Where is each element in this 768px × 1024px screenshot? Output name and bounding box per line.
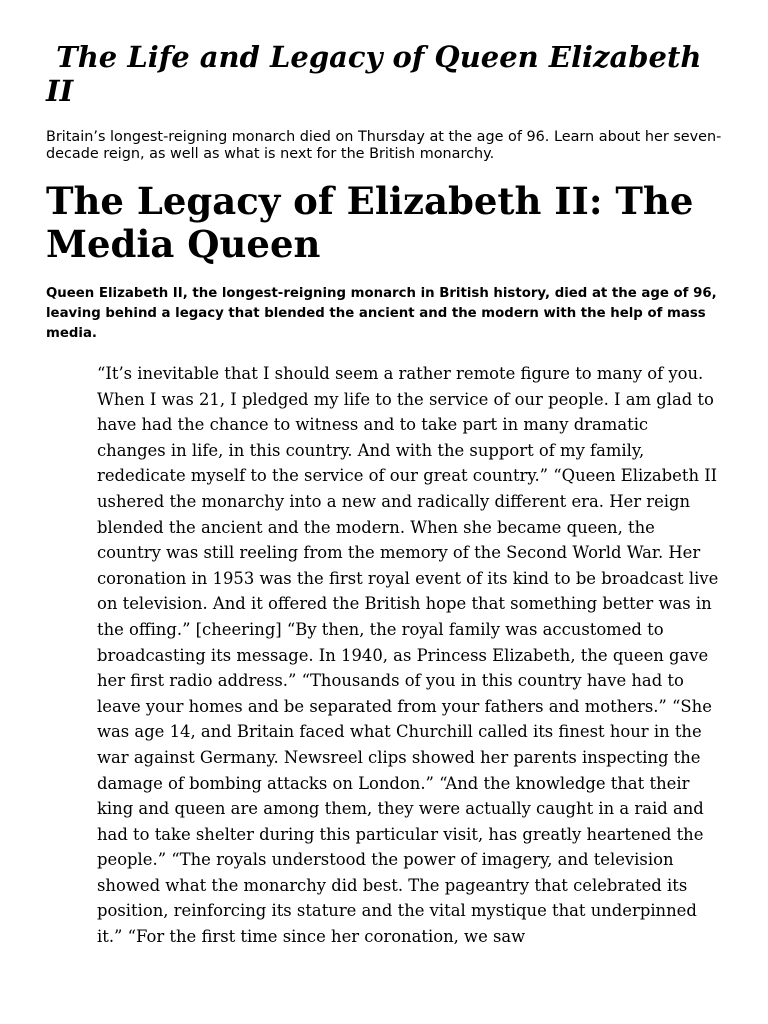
document-subtitle: Britain’s longest-reigning monarch died on Thursday at the age of 96. Learn about her seven-decade reign, as well as what is next for the British monarchy. bbox=[46, 129, 722, 162]
quote-block: “It’s inevitable that I should seem a rather remote figure to many of you. When I was 21, I pledged my life to the service of our people. I am glad to have had the chance to witness and to take part in many dramatic changes in life, in this country. And with the support of my family, rededicate myself to the service of our great country.” “Queen Elizabeth II ushered the monarchy into a new and radically different era. Her reign blended the ancient and the modern. When she became queen, the country was still reeling from the memory of the Second World War. Her coronation in 1953 was the first royal event of its kind to be broadcast live on television. And it offered the British hope that something better was in the offing.” [cheering] “By then, the royal family was accustomed to broadcasting its message. In 1940, as Princess Elizabeth, the queen gave her first radio address.” “Thousands of you in this country have had to leave your homes and be separated from your fathers and mothers.” “She was age 14, and Britain faced what Churchill called its finest hour in the war against Germany. Newsreel clips showed her parents inspecting the damage of bombing attacks on London.” “And the knowledge that their king and queen are among them, they were actually caught in a raid and had to take shelter during this particular visit, has greatly heartened the people.” “The royals understood the power of imagery, and television showed what the monarchy did best. The pageantry that celebrated its position, reinforcing its stature and the vital mystique that underpinned it.” “For the first time since her coronation, we saw bbox=[97, 364, 719, 947]
section-lead-paragraph: Queen Elizabeth II, the longest-reigning monarch in British history, died at the age of 96, leaving behind a legacy that blended the ancient and the modern with the help of mass media. bbox=[46, 286, 717, 341]
section-heading: The Legacy of Elizabeth II: The Media Queen bbox=[46, 179, 694, 266]
document-title: The Life and Legacy of Queen Elizabeth II bbox=[46, 40, 712, 108]
